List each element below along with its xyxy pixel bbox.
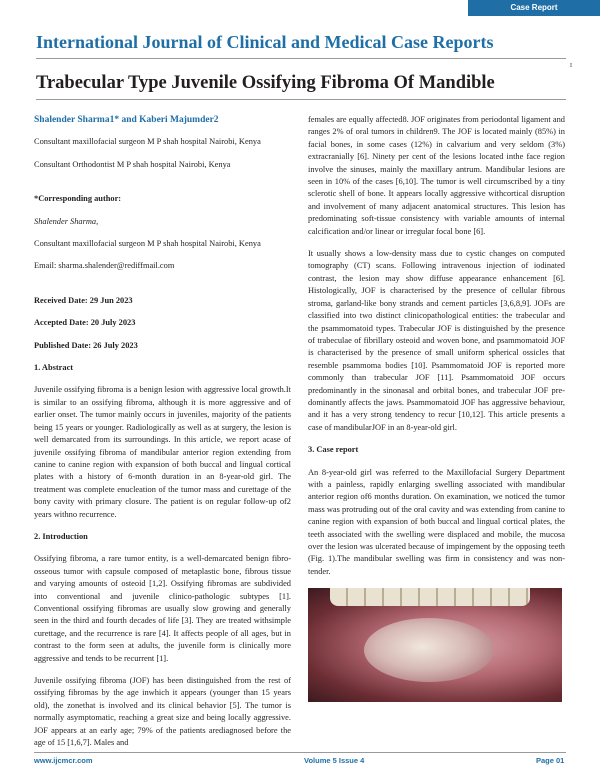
header-rule-top <box>36 58 566 59</box>
accepted-date: Accepted Date: 20 July 2023 <box>34 318 136 328</box>
journal-title: International Journal of Clinical and Medical Case Reports <box>36 32 494 52</box>
body-paragraph-2: It usually shows a low-density mass due to cystic changes on computed tomography (CT) scans. Following intravenous injection of iodinated contrast, the lesion may show diffuse appearance enhancement [6]. Histologically, JOF is characterised by the presence of cellular fibrous stroma, garland-like bony strands and cement particles [3,6,8,9]. JOFs are classified into two distinct clinicopathological entities: the trabecular and the psammomatoid types. Trabecular JOF is distinguished by the presence of trabeculae of fibrillary osteoid and woven bone, and psammomatoid JOF is characterised by the presence of small uniform spherical ossicles that resemble psammoma bodies [10]. Psammomatoid JOF is reported more commonly than trabecular JOF [11]. Psammomatoid JOF occurs predominantly in the sinonasal and orbital bones, and trabecular JOF pre- dominantly affects the jaws. Psammomatoid JOF has aggressive behaviour, and it has a very strong tendency to recur [10,12]. This article presents a case of mandibularJOF in an 8-year-old girl. <box>308 249 565 432</box>
footer-rule <box>34 752 566 753</box>
case-report-heading: 3. Case report <box>308 445 359 455</box>
footer-page-number: Page 01 <box>536 756 565 765</box>
abstract-text: Juvenile ossifying fibroma is a benign lesion with aggressive local growth.It is similar to an ossifying fibroma, although it is more aggressive and of earlier onset. The tumor mainly occurs in juveniles, majority of the patients being 15 years or younger. Radiologically as well as at surgery, the lesion is well demarcated from its surroundings. In this article, we report acase of juvenile ossifying fibroma of mandibular anterior region extending from canine to canine region with expansion of both buccal and lingual cortical plates with a history of 6-month duration in an 8-year-old girl. The treatment was complete enucleation of the tumor mass and curettage of the bony cavity with primary closure. The patient is on regular follow-up of2 years withno recurrence. <box>34 385 291 519</box>
corner-mark: I <box>570 63 572 69</box>
abstract-heading: 1. Abstract <box>34 363 74 373</box>
introduction-paragraph-1: Ossifying fibroma, a rare tumor entity, is a well-demarcated benign fibro-osseous tumor with capsule composed of metaplastic bone, fibrous tissue and varying amounts of osteoid [1,2]. Ossifying fibromas are subdivided into conventional and juvenile clinico-pathologic subtypes [1]. Conventional ossifying fibromas are usually slow growing and generally seen in the third and fourth decades of life [3]. They are treated withsimple curettage, and the recurrence is rare [4]. It affects people of all ages, but in contrast to the form seen at adults, the juvenile form is clinically more aggressive and tends to be recurrent [1]. <box>34 554 291 663</box>
footer-volume: Volume 5 Issue 4 <box>304 756 365 765</box>
body-paragraph-1: females are equally affected8. JOF originates from periodontal ligament and ranges 2% of oral tumors in children9. The JOF is located mainly (85%) in facial bones, in some cases (12%) in calvarium and very seldom (3%) extracranially [6]. Ninety per cent of the lesions located inthe face region involve the sinuses, mainly the maxillary antrum. Mandibular lesions are seen in 10% of the cases [6,10]. The tumor is well circumscribed by a tiny sclerotic shell of bone. It appears locally aggressive withcortical disruption and involvement of many adjacent anatomical structures. This lesion has predominating soft-tissue consistency with variable amounts of internal calcification and/or linear or irregular focal bone [6]. <box>308 115 565 236</box>
affiliation-1: Consultant maxillofacial surgeon M P shah hospital Nairobi, Kenya <box>34 137 261 147</box>
affiliation-2: Consultant Orthodontist M P shah hospital Nairobi, Kenya <box>34 159 231 169</box>
corresponding-name: Shalender Sharma, <box>34 216 99 226</box>
header-rule-bottom <box>36 99 566 100</box>
corresponding-email[interactable]: Email: sharma.shalender@rediffmail.com <box>34 261 175 271</box>
received-date: Received Date: 29 Jun 2023 <box>34 295 133 305</box>
author-list: Shalender Sharma1* and Kaberi Majumder2 <box>34 115 219 125</box>
published-date: Published Date: 26 July 2023 <box>34 340 138 350</box>
corresponding-label: *Corresponding author: <box>34 194 122 204</box>
right-column <box>308 114 565 702</box>
article-type-badge: Case Report <box>468 0 600 16</box>
corresponding-position: Consultant maxillofacial surgeon M P shah hospital Nairobi, Kenya <box>34 239 261 249</box>
introduction-heading: 2. Introduction <box>34 531 88 541</box>
left-column <box>34 114 291 759</box>
case-report-paragraph: An 8-year-old girl was referred to the Maxillofacial Surgery Department with a painless, rapidly enlarging swelling associated with mandibular anterior region of6 months duration. On examination, we noticed the tumor mass was protruding out of the oral cavity and was extending from canine to canine region with expansion of both buccal and lingual cortical plates, the teeth associated with the swelling were displaced and mobile, the mucosa over the lesion was ulcerated because of impingement by the opposing teeth (Fig. 1).The mandibular swelling was firm in consistency and was non-tender. <box>308 467 565 576</box>
upper-teeth-illustration <box>330 588 530 606</box>
article-title: Trabecular Type Juvenile Ossifying Fibroma Of Mandible <box>36 73 495 93</box>
clinical-photo-figure-1 <box>308 588 562 702</box>
introduction-paragraph-2: Juvenile ossifying fibroma (JOF) has been distinguished from the rest of ossifying fibromas by the age inwhich it appears (younger than 15 years old), the zonethat is involved and its clinical behavior [5]. The tumor is normally asymptomatic, reaching a great size and being locally aggressive. JOF appears at an early age; 79% of the patients arediagnosed before the age of 15 [1,6,7]. Males and <box>34 676 291 748</box>
lesion-illustration <box>364 618 494 682</box>
article-dates <box>34 295 291 352</box>
footer-website-link[interactable]: www.ijcmcr.com <box>34 756 93 765</box>
